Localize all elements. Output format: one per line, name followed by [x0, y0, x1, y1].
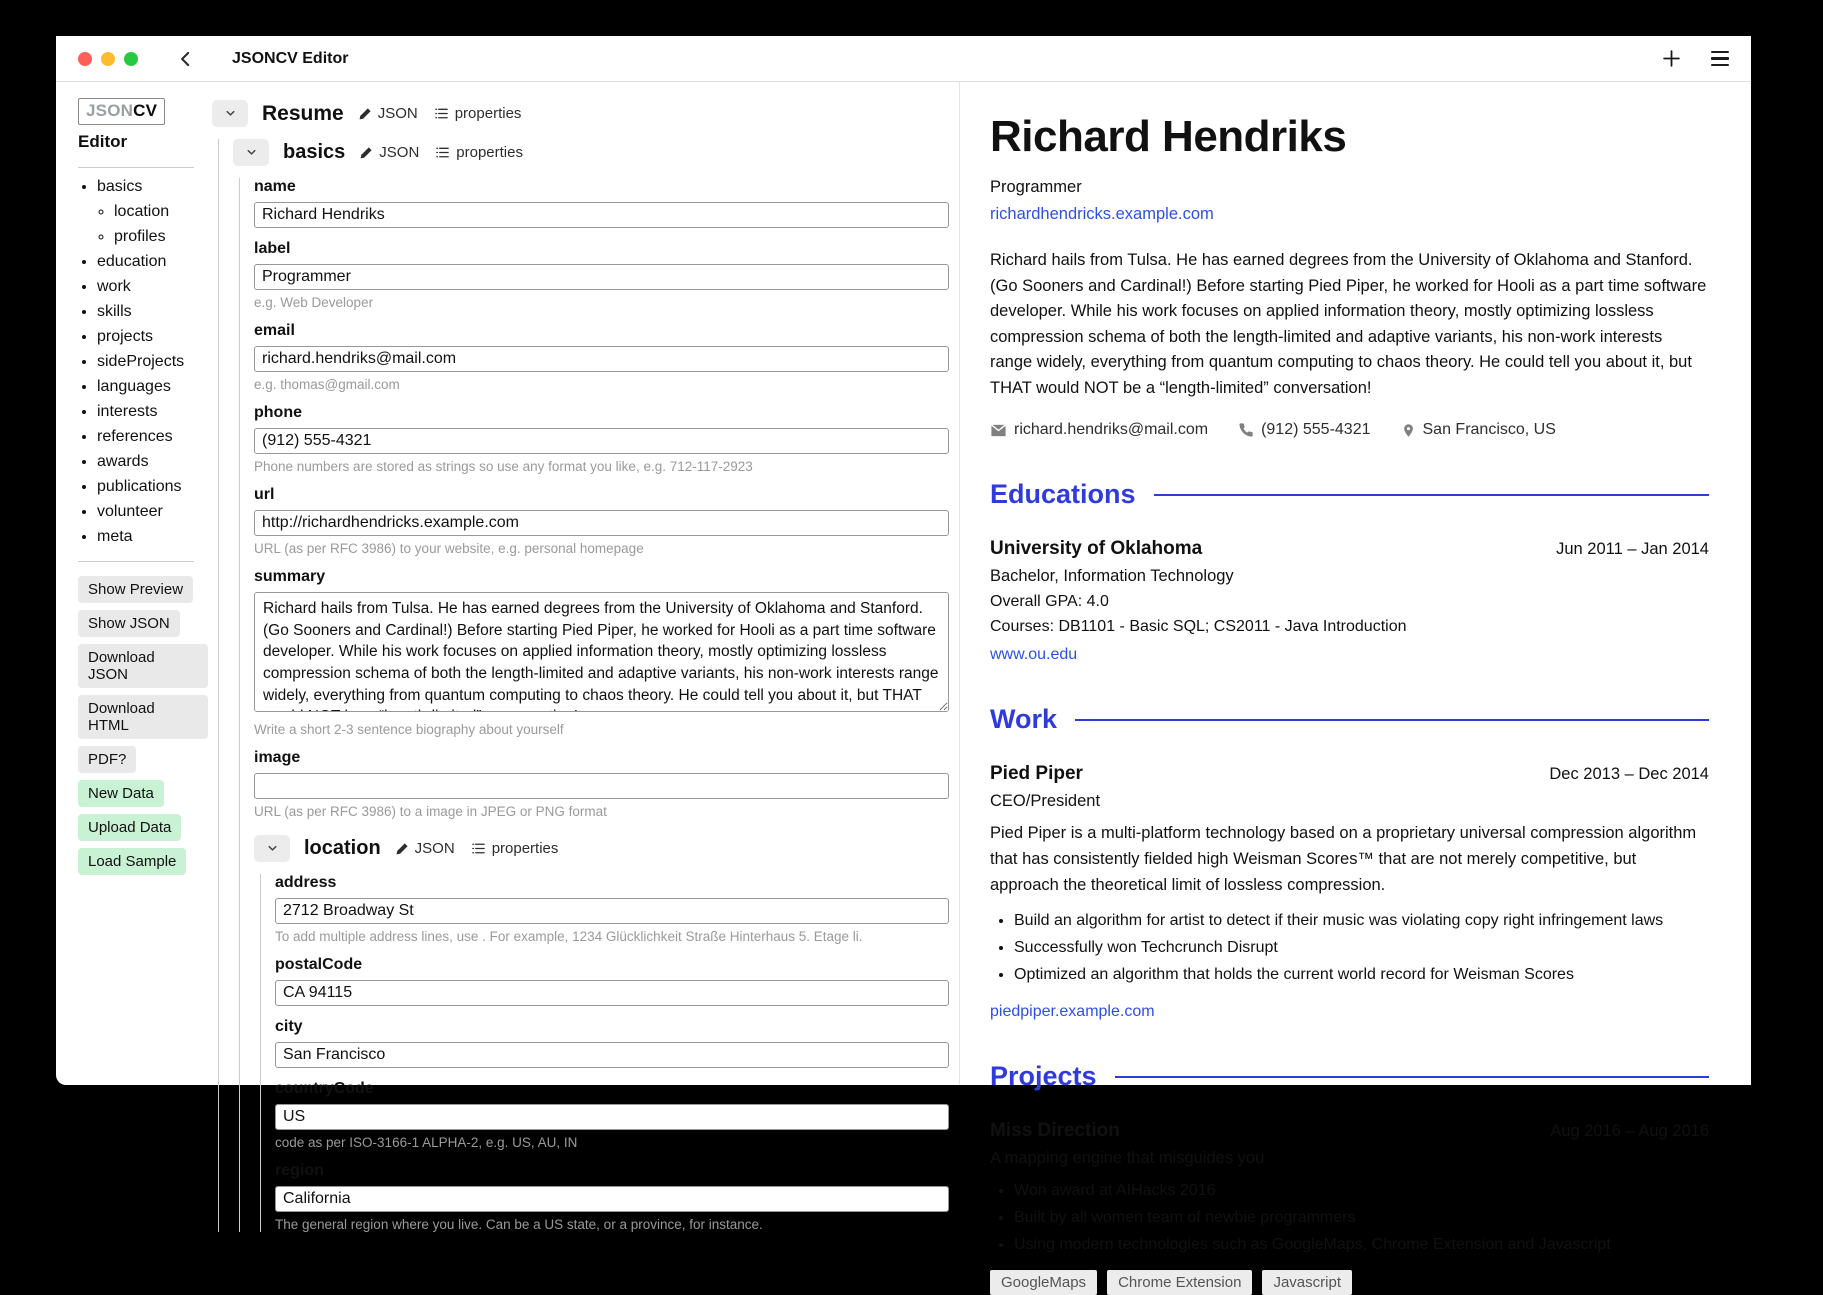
project-highlight: • Won award at AIHacks 2016: [1014, 1182, 1709, 1200]
pdf-button[interactable]: PDF?: [78, 746, 136, 773]
phone-icon: [1238, 422, 1254, 438]
field-summary: [254, 568, 949, 737]
menu-icon[interactable]: [1711, 51, 1729, 66]
logo-cv-text: CV: [133, 101, 158, 120]
pencil-icon: [359, 146, 373, 160]
location-children: [260, 874, 949, 1232]
label-field-label: label: [254, 240, 291, 257]
field-label: [254, 240, 949, 310]
region-field-hint: The general region where you live. Can be a US state, or a province, for instance.: [275, 1217, 763, 1232]
sidebar-item-work[interactable]: • work: [97, 278, 208, 296]
address-input[interactable]: [275, 898, 949, 924]
location-properties-toggle[interactable]: [471, 840, 559, 857]
window-title: JSONCV Editor: [232, 49, 349, 67]
projects-heading: Projects: [990, 1061, 1097, 1092]
envelope-icon: [990, 422, 1007, 439]
contact-location: [1401, 421, 1556, 439]
preview-label: Programmer: [990, 178, 1082, 196]
resume-properties-toggle[interactable]: [434, 105, 522, 122]
logo-json-text: JSON: [86, 101, 134, 120]
sidebar-nav: [78, 178, 208, 546]
summary-field-hint: Write a short 2-3 sentence biography about yourself: [254, 722, 564, 737]
field-region: [275, 1162, 949, 1232]
field-url: [254, 486, 949, 556]
location-json-label: JSON: [414, 840, 455, 857]
address-field-hint: To add multiple address lines, use . For example, 1234 Glücklichkeit Straße Hinterhaus 5. Etage li.: [275, 929, 863, 944]
download-json-button[interactable]: Download JSON: [78, 644, 208, 688]
sidebar-item-location[interactable]: ◦ location: [114, 203, 208, 221]
sidebar-item-references[interactable]: • references: [97, 428, 208, 446]
projects-section: [990, 1061, 1709, 1295]
url-input[interactable]: [254, 510, 949, 536]
basics-section-title: basics: [283, 141, 346, 163]
resume-preview-panel: [960, 82, 1751, 1292]
contact-phone-text: (912) 555-4321: [1261, 421, 1371, 439]
field-name: [254, 178, 949, 228]
work-summary: Pied Piper is a multi-platform technology based on a proprietary universal compression algorithm that has consistently fielded high Weisman Scores™ that are not merely competitive, but approach the theoretical limit of lossless compression.: [990, 824, 1697, 894]
basics-section-header: [233, 139, 949, 166]
phone-field-label: phone: [254, 404, 302, 421]
phone-field-hint: Phone numbers are stored as strings so use any format you like, e.g. 712-117-2923: [254, 459, 753, 474]
list-icon: [471, 841, 486, 856]
phone-input[interactable]: [254, 428, 949, 454]
download-html-button[interactable]: Download HTML: [78, 695, 208, 739]
city-field-label: city: [275, 1018, 303, 1035]
preview-name: Richard Hendriks: [990, 112, 1347, 161]
countrycode-field-hint: code as per ISO-3166-1 ALPHA-2, e.g. US, AU, IN: [275, 1135, 578, 1150]
sidebar: [56, 82, 208, 1085]
city-input[interactable]: [275, 1042, 949, 1068]
basics-json-toggle[interactable]: [359, 144, 419, 161]
project-highlight: • Built by all women team of newbie programmers: [1014, 1209, 1709, 1227]
basics-properties-toggle[interactable]: [435, 144, 523, 161]
field-email: [254, 322, 949, 392]
list-icon: [435, 145, 450, 160]
basics-children: [239, 178, 949, 1232]
sidebar-item-languages[interactable]: • languages: [97, 378, 208, 396]
project-tag: GoogleMaps: [990, 1270, 1097, 1295]
contact-location-text: San Francisco, US: [1422, 421, 1556, 439]
project-tag: Javascript: [1262, 1270, 1352, 1295]
upload-data-button[interactable]: Upload Data: [78, 814, 181, 841]
work-company: Pied Piper: [990, 763, 1083, 785]
new-data-button[interactable]: New Data: [78, 780, 164, 807]
section-rule: [1115, 1076, 1709, 1078]
field-phone: [254, 404, 949, 474]
work-entry: [990, 763, 1709, 1021]
resume-json-label: JSON: [377, 105, 418, 122]
zoom-button[interactable]: [124, 52, 138, 66]
sidebar-divider: [78, 167, 194, 168]
work-position: CEO/President: [990, 792, 1101, 811]
project-dates: Aug 2016 – Aug 2016: [1550, 1122, 1709, 1141]
image-input[interactable]: [254, 773, 949, 799]
new-tab-button[interactable]: [1662, 49, 1681, 68]
load-sample-button[interactable]: Load Sample: [78, 848, 186, 875]
location-properties-label: properties: [491, 840, 559, 857]
label-field-hint: e.g. Web Developer: [254, 295, 374, 310]
pencil-icon: [358, 107, 372, 121]
education-entry: [990, 538, 1709, 664]
field-city: [275, 1018, 949, 1068]
countrycode-input[interactable]: [275, 1104, 949, 1130]
region-field-label: region: [275, 1162, 324, 1179]
project-highlight: • Using modern technologies such as GoogleMaps, Chrome Extension and Javascript: [1014, 1236, 1709, 1254]
label-input[interactable]: [254, 264, 949, 290]
address-field-label: address: [275, 874, 337, 891]
project-tag: Chrome Extension: [1107, 1270, 1252, 1295]
postalcode-input[interactable]: [275, 980, 949, 1006]
sidebar-item-profiles[interactable]: ◦ profiles: [114, 228, 208, 246]
sidebar-item-meta[interactable]: • meta: [97, 528, 208, 546]
project-name: Miss Direction: [990, 1120, 1120, 1142]
educations-heading: Educations: [990, 479, 1136, 510]
image-field-label: image: [254, 749, 301, 766]
section-rule: [1154, 494, 1709, 496]
work-highlights: [990, 912, 1709, 984]
summary-textarea[interactable]: [254, 592, 949, 712]
sidebar-item-interests[interactable]: • interests: [97, 403, 208, 421]
traffic-lights: [78, 52, 138, 66]
work-dates: Dec 2013 – Dec 2014: [1549, 765, 1709, 784]
location-json-toggle[interactable]: [395, 840, 455, 857]
resume-section-title: Resume: [262, 101, 344, 125]
back-button[interactable]: [176, 49, 196, 69]
image-field-hint: URL (as per RFC 3986) to a image in JPEG or PNG format: [254, 804, 607, 819]
work-highlight: • Successfully won Techcrunch Disrupt: [1014, 939, 1709, 957]
preview-summary: Richard hails from Tulsa. He has earned degrees from the University of Oklahoma and Stanford. (Go Sooners and Cardinal!) Before starting Pied Piper, he worked for Hooli as a part time software developer. While his work focuses on applied information theory, mostly optimizing lossless compression schema of both the length-limited and adaptive variants, his non-work interests range widely, everything from quantum computing to chaos theory. He could tell you about it, but THAT would NOT be a “length-limited” conversation!: [990, 251, 1707, 397]
location-collapse-button[interactable]: [254, 835, 290, 862]
sidebar-item-skills[interactable]: • skills: [97, 303, 208, 321]
region-input[interactable]: [275, 1186, 949, 1212]
project-highlights: [990, 1182, 1709, 1254]
summary-field-label: summary: [254, 568, 326, 585]
list-icon: [434, 106, 449, 121]
titlebar: [56, 36, 1751, 82]
field-postalcode: [275, 956, 949, 1006]
sidebar-divider: [78, 561, 194, 562]
sidebar-item-projects[interactable]: • projects: [97, 328, 208, 346]
show-json-button[interactable]: Show JSON: [78, 610, 180, 637]
work-link[interactable]: piedpiper.example.com: [990, 1003, 1155, 1021]
email-field-label: email: [254, 322, 295, 339]
chevron-down-icon: [265, 841, 280, 856]
location-section-title: location: [304, 837, 381, 859]
logo-caption: Editor: [78, 132, 128, 151]
education-link[interactable]: www.ou.edu: [990, 646, 1078, 664]
email-field-hint: e.g. thomas@gmail.com: [254, 377, 400, 392]
minimize-button[interactable]: [101, 52, 115, 66]
project-entry: [990, 1120, 1709, 1295]
basics-json-label: JSON: [379, 144, 420, 161]
sidebar-item-volunteer[interactable]: • volunteer: [97, 503, 208, 521]
work-section: [990, 704, 1709, 1021]
app-window: [56, 36, 1751, 1292]
url-field-hint: URL (as per RFC 3986) to your website, e.g. personal homepage: [254, 541, 644, 556]
sidebar-item-basics[interactable]: • basics: [97, 178, 208, 196]
sidebar-item-awards[interactable]: • awards: [97, 453, 208, 471]
contact-phone: [1238, 421, 1370, 439]
work-highlight: • Build an algorithm for artist to detect if their music was violating copy right infringement laws: [1014, 912, 1709, 930]
contact-email-text: richard.hendriks@mail.com: [1014, 421, 1209, 439]
sidebar-item-publications[interactable]: • publications: [97, 478, 208, 496]
education-gpa: Overall GPA: 4.0: [990, 593, 1109, 611]
resume-json-toggle[interactable]: [358, 105, 418, 122]
url-field-label: url: [254, 486, 275, 503]
sidebar-item-education[interactable]: • education: [97, 253, 208, 271]
back-chevron-icon: [176, 49, 196, 69]
resume-collapse-button[interactable]: [212, 100, 248, 127]
contact-email: [990, 421, 1208, 439]
resume-section-header: [212, 100, 949, 127]
resume-children: [218, 139, 949, 1232]
project-tags: [990, 1270, 1709, 1295]
education-degree: Bachelor, Information Technology: [990, 567, 1234, 586]
section-rule: [1075, 719, 1709, 721]
work-heading: Work: [990, 704, 1058, 735]
location-pin-icon: [1401, 422, 1416, 439]
basics-collapse-button[interactable]: [233, 139, 269, 166]
sidebar-item-sideprojects[interactable]: • sideProjects: [97, 353, 208, 371]
basics-properties-label: properties: [456, 144, 523, 161]
educations-section: [990, 479, 1709, 664]
name-input[interactable]: [254, 202, 949, 228]
postalcode-field-label: postalCode: [275, 956, 363, 973]
preview-contact-row: [990, 421, 1709, 439]
education-dates: Jun 2011 – Jan 2014: [1556, 540, 1709, 559]
field-address: [275, 874, 949, 944]
show-preview-button[interactable]: Show Preview: [78, 576, 193, 603]
preview-website-link[interactable]: richardhendricks.example.com: [990, 205, 1214, 223]
field-image: [254, 749, 949, 819]
close-button[interactable]: [78, 52, 92, 66]
project-description: A mapping engine that misguides you: [990, 1149, 1265, 1168]
countrycode-field-label: countryCode: [275, 1080, 374, 1097]
education-courses: Courses: DB1101 - Basic SQL; CS2011 - Java Introduction: [990, 618, 1407, 636]
name-field-label: name: [254, 178, 296, 195]
resume-properties-label: properties: [454, 105, 522, 122]
pencil-icon: [395, 842, 409, 856]
field-countrycode: [275, 1080, 949, 1150]
email-input[interactable]: [254, 346, 949, 372]
work-highlight: • Optimized an algorithm that holds the current world record for Weisman Scores: [1014, 966, 1709, 984]
chevron-down-icon: [223, 106, 238, 121]
editor-panel: [208, 82, 960, 1232]
location-section-header: [254, 835, 949, 862]
education-institution: University of Oklahoma: [990, 538, 1203, 560]
jsoncv-logo: [78, 98, 165, 125]
chevron-down-icon: [244, 145, 259, 160]
